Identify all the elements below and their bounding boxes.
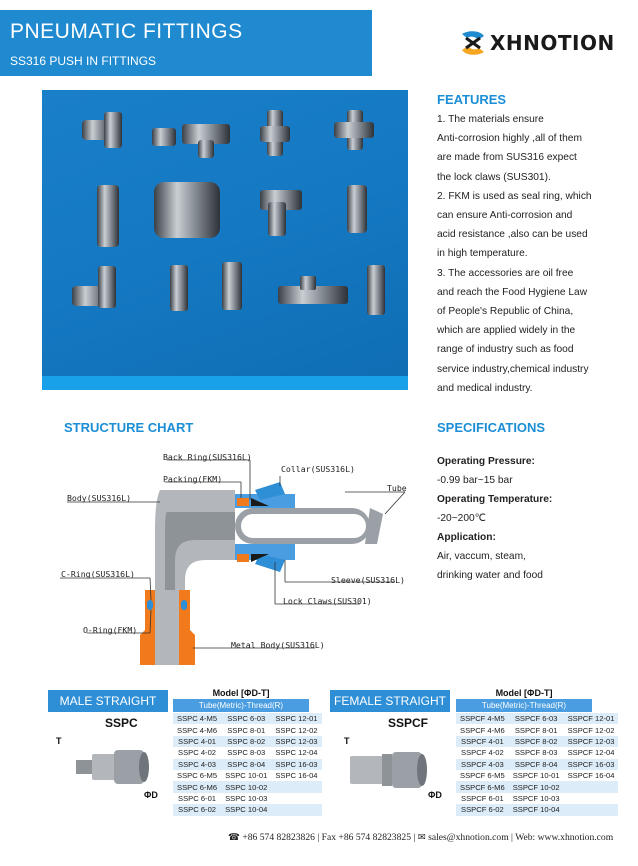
table-row	[173, 759, 322, 770]
table-cell: SSPCF 4-M5	[456, 713, 509, 724]
table-row	[456, 793, 618, 804]
table-cell: SSPC 10-02	[221, 781, 271, 792]
table-row	[456, 804, 618, 815]
application-line: Air, vaccum, steam,	[437, 551, 526, 562]
table-cell: SSPC 12-04	[271, 747, 321, 758]
temperature-value: -20~200℃	[437, 513, 487, 524]
table-cell: SSPCF 4-01	[456, 736, 509, 747]
label-c-ring: C-Ring(SUS316L)	[61, 569, 135, 579]
table-cell: SSPC 6-01	[173, 793, 221, 804]
table-cell: SSPC 16-03	[271, 759, 321, 770]
page-subtitle: SS316 PUSH IN FITTINGS	[10, 54, 157, 68]
feature-line: are made from SUS316 expect	[437, 152, 577, 164]
female-dim-d: ΦD	[428, 790, 442, 800]
table-row	[456, 747, 618, 758]
table-row	[173, 770, 322, 781]
table-cell: SSPCF 4-M6	[456, 724, 509, 735]
table-cell	[564, 804, 619, 815]
male-model-title: Model [ΦD-T]	[212, 688, 270, 698]
table-cell: SSPC 12-03	[271, 736, 321, 747]
table-row	[173, 747, 322, 758]
table-cell: SSPCF 10-01	[509, 770, 564, 781]
table-cell: SSPCF 10-04	[509, 804, 564, 815]
table-cell: SSPC 4-03	[173, 759, 221, 770]
label-o-ring: O-Ring(FKM)	[83, 625, 138, 635]
label-metal-body: Metal Body(SUS316L)	[231, 640, 325, 650]
feature-line: and reach the Food Hygiene Law	[437, 286, 588, 298]
table-cell: SSPC 4-01	[173, 736, 221, 747]
table-cell: SSPCF 12-04	[564, 747, 619, 758]
table-cell	[271, 804, 321, 815]
table-row	[456, 713, 618, 724]
table-cell: SSPCF 10-02	[509, 781, 564, 792]
xhnotion-logo-icon	[458, 28, 488, 58]
table-cell: SSPC 8-01	[221, 724, 271, 735]
table-cell: SSPCF 6-M5	[456, 770, 509, 781]
feature-line: service industry,chemical industry	[437, 363, 589, 375]
label-back-ring: Back Ring(SUS316L)	[163, 452, 252, 462]
page-title: PNEUMATIC FITTINGS	[10, 20, 243, 43]
table-cell: SSPCF 6-01	[456, 793, 509, 804]
female-product-code: SSPCF	[388, 716, 429, 730]
structure-heading: STRUCTURE CHART	[64, 420, 194, 435]
pressure-value: -0.99 bar~15 bar	[437, 475, 513, 486]
feature-line: acid resistance ,also can be used	[437, 229, 588, 241]
male-straight-band: MALE STRAIGHT	[48, 690, 168, 712]
male-fitting-image	[72, 738, 152, 798]
table-row	[456, 770, 618, 781]
feature-line: range of industry such as food	[437, 344, 574, 356]
female-model-title: Model [ΦD-T]	[495, 688, 553, 698]
specifications-heading: SPECIFICATIONS	[437, 420, 546, 435]
table-row	[173, 724, 322, 735]
table-cell: SSPCF 8-04	[509, 759, 564, 770]
pressure-label: Operating Pressure:	[437, 456, 535, 467]
features-heading: FEATURES	[437, 92, 507, 107]
label-packing: Packing(FKM)	[163, 474, 223, 484]
table-cell: SSPCF 4-02	[456, 747, 509, 758]
specifications-text	[437, 452, 552, 585]
table-row	[173, 804, 322, 815]
table-cell: SSPC 8-02	[221, 736, 271, 747]
table-cell	[271, 793, 321, 804]
table-cell: SSPCF 6-M6	[456, 781, 509, 792]
female-model-table	[456, 713, 618, 816]
table-cell: SSPC 10-01	[221, 770, 271, 781]
table-row	[456, 736, 618, 747]
female-straight-band: FEMALE STRAIGHT	[330, 690, 450, 712]
table-cell: SSPC 10-04	[221, 804, 271, 815]
feature-line: the lock claws (SUS301).	[437, 171, 551, 183]
label-collar: Collar(SUS316L)	[281, 464, 355, 474]
table-cell: SSPC 10-03	[221, 793, 271, 804]
application-line: drinking water and food	[437, 570, 543, 581]
table-cell: SSPCF 10-03	[509, 793, 564, 804]
product-photo	[42, 90, 408, 390]
table-row	[456, 724, 618, 735]
table-cell: SSPC 8-03	[221, 747, 271, 758]
feature-line: 1. The materials ensure	[437, 114, 544, 125]
table-cell: SSPC 4-M5	[173, 713, 221, 724]
table-cell: SSPC 12-01	[271, 713, 321, 724]
table-row	[173, 736, 322, 747]
feature-line: in high temperature.	[437, 248, 528, 260]
table-cell	[271, 781, 321, 792]
female-fitting-image	[346, 742, 430, 800]
table-cell: SSPC 16-04	[271, 770, 321, 781]
table-cell: SSPC 4-02	[173, 747, 221, 758]
table-cell: SSPCF 16-03	[564, 759, 619, 770]
table-cell: SSPC 6-03	[221, 713, 271, 724]
features-text	[437, 110, 627, 398]
table-cell: SSPCF 16-04	[564, 770, 619, 781]
table-cell: SSPCF 8-01	[509, 724, 564, 735]
male-tube-header: Tube(Metric)-Thread(R)	[173, 699, 309, 712]
feature-line: which are applied widely in the	[437, 325, 576, 337]
temperature-label: Operating Temperature:	[437, 494, 553, 505]
contact-footer: ☎ +86 574 82823826 | Fax +86 574 82823825 | ✉ sales@xhnotion.com | Web: www.xhnotion.com	[228, 832, 614, 843]
table-cell: SSPCF 6-02	[456, 804, 509, 815]
table-row	[173, 793, 322, 804]
table-row	[173, 781, 322, 792]
table-cell: SSPCF 12-03	[564, 736, 619, 747]
table-cell: SSPCF 6-03	[509, 713, 564, 724]
logo-text: XHNOTION	[490, 31, 615, 55]
table-row	[456, 781, 618, 792]
photo-accent-strip	[42, 376, 408, 390]
table-cell: SSPCF 8-03	[509, 747, 564, 758]
table-cell: SSPCF 12-02	[564, 724, 619, 735]
table-cell: SSPC 12-02	[271, 724, 321, 735]
feature-line: 2. FKM is used as seal ring, which	[437, 190, 592, 202]
table-cell: SSPC 8-04	[221, 759, 271, 770]
table-row	[456, 759, 618, 770]
label-body: Body(SUS316L)	[67, 493, 132, 503]
female-tube-header: Tube(Metric)-Thread(R)	[456, 699, 592, 712]
feature-line: 3. The accessories are oil free	[437, 267, 574, 279]
table-cell	[564, 781, 619, 792]
feature-line: and medical industry.	[437, 382, 533, 394]
male-product-code: SSPC	[105, 716, 138, 730]
label-sleeve: Sleeve(SUS316L)	[331, 575, 405, 585]
table-cell: SSPC 6-02	[173, 804, 221, 815]
table-cell: SSPC 6-M5	[173, 770, 221, 781]
table-cell: SSPC 4-M6	[173, 724, 221, 735]
table-cell: SSPCF 4-03	[456, 759, 509, 770]
table-cell: SSPCF 12-01	[564, 713, 619, 724]
table-cell	[564, 793, 619, 804]
table-cell: SSPCF 8-02	[509, 736, 564, 747]
structure-diagram	[55, 450, 425, 665]
female-dim-t: T	[344, 736, 350, 746]
table-cell: SSPC 6-M6	[173, 781, 221, 792]
label-tube: Tube	[387, 483, 407, 493]
feature-line: Anti-corrosion highly ,all of them	[437, 133, 582, 145]
brand-logo	[458, 28, 615, 58]
feature-line: can ensure Anti-corrosion and	[437, 210, 573, 222]
feature-line: of People's Republic of China,	[437, 306, 574, 318]
table-row	[173, 713, 322, 724]
male-model-table	[173, 713, 322, 816]
male-dim-t: T	[56, 736, 62, 746]
application-label: Application:	[437, 532, 496, 543]
male-dim-d: ΦD	[144, 790, 158, 800]
label-lock-claws: Lock Claws(SUS301)	[283, 596, 372, 606]
